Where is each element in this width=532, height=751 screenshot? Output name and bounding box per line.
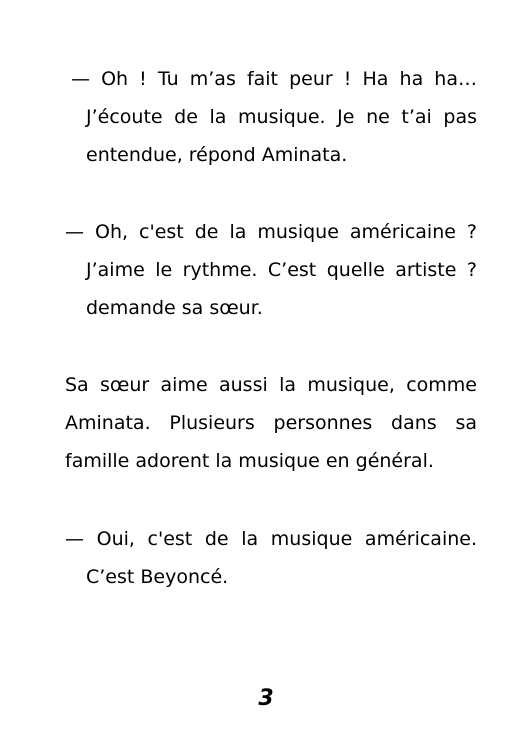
dialogue-paragraph-3 (65, 520, 477, 596)
paragraph-line: entendue, répond Aminata. (86, 144, 348, 166)
narration-paragraph (65, 366, 477, 480)
page-number: 3 (258, 686, 274, 711)
paragraph-line: — Oh, c'est de la musique américaine ? (65, 221, 477, 243)
paragraph-line: J’écoute de la musique. Je ne t’ai pas (86, 106, 477, 128)
paragraph-line: C’est Beyoncé. (86, 566, 229, 588)
paragraph-line: — Oui, c'est de la musique américaine. (65, 528, 477, 550)
paragraph-line: Sa sœur aime aussi la musique, comme (65, 374, 477, 396)
dialogue-paragraph-2 (65, 213, 477, 327)
paragraph-line: J’aime le rythme. C’est quelle artiste ? (86, 259, 477, 281)
dialogue-paragraph-1 (65, 60, 477, 174)
paragraph-line: demande sa sœur. (86, 297, 263, 319)
paragraph-line: — Oh ! Tu m’as fait peur ! Ha ha ha… (71, 68, 477, 90)
paragraph-line: famille adorent la musique en général. (65, 450, 434, 472)
paragraph-line: Aminata. Plusieurs personnes dans sa (65, 412, 477, 434)
